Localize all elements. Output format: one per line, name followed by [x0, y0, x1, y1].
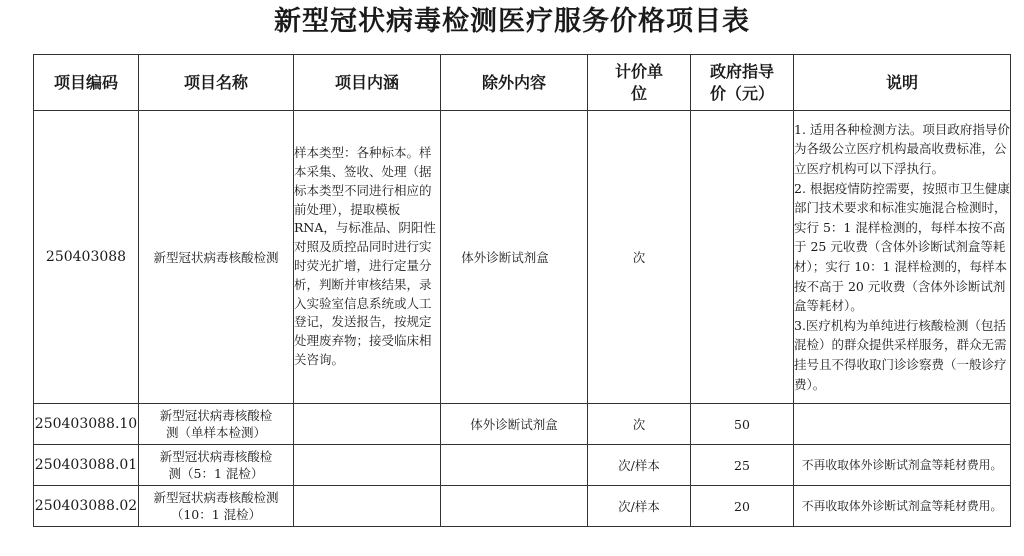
header-unit: 计价单位 [588, 55, 691, 111]
header-excluded: 除外内容 [441, 55, 588, 111]
item-unit: 次 [588, 111, 691, 404]
header-name: 项目名称 [139, 55, 294, 111]
item-unit: 次/样本 [588, 486, 691, 527]
item-content [294, 486, 441, 527]
item-excluded [441, 486, 588, 527]
item-unit: 次 [588, 404, 691, 445]
item-notes: 不再收取体外诊断试剂盒等耗材费用。 [794, 445, 1011, 486]
item-code: 250403088 [34, 111, 139, 404]
header-row [34, 55, 1011, 111]
item-price: 20 [691, 486, 794, 527]
item-notes [794, 111, 1011, 404]
price-table [33, 54, 1011, 527]
item-excluded: 体外诊断试剂盒 [441, 404, 588, 445]
table-row [34, 404, 1011, 445]
item-name: 新型冠状病毒核酸检测（单样本检测） [139, 404, 294, 445]
note-1: 1. 适用各种检测方法。项目政府指导价为各级公立医疗机构最高收费标准，公立医疗机构可以下浮执行。 [794, 121, 1010, 177]
table-row [34, 445, 1011, 486]
item-code: 250403088.10 [34, 404, 139, 445]
item-price: 25 [691, 445, 794, 486]
header-notes: 说明 [794, 55, 1011, 111]
item-notes [794, 404, 1011, 445]
item-price: 50 [691, 404, 794, 445]
item-name: 新型冠状病毒核酸检测（10：1 混检） [139, 486, 294, 527]
item-content [294, 445, 441, 486]
item-price [691, 111, 794, 404]
item-notes: 不再收取体外诊断试剂盒等耗材费用。 [794, 486, 1011, 527]
page-title: 新型冠状病毒检测医疗服务价格项目表 [274, 6, 750, 37]
item-content [294, 404, 441, 445]
header-code: 项目编码 [34, 55, 139, 111]
item-excluded: 体外诊断试剂盒 [441, 111, 588, 404]
item-name: 新型冠状病毒核酸检测（5：1 混检） [139, 445, 294, 486]
table-row [34, 486, 1011, 527]
item-content: 样本类型：各种标本。样本采集、签收、处理（据标本类型不同进行相应的前处理），提取模板 RNA，与标准品、阴阳性对照及质控品同时进行实时荧光扩增，进行定量分析，判断并审核结果，录入实验室信息系统或人工登记，发送报告，按规定处理废弃物；接受临床相关咨询。 [294, 111, 441, 404]
note-2: 2. 根据疫情防控需要，按照市卫生健康部门技术要求和标准实施混合检测时，实行 5：1 混样检测的，每样本按不高于 25 元收费（含体外诊断试剂盒等耗材）；实行 10：1 混样检测的，每样本按不高于 20 元收费（含体外诊断试剂盒等耗材）。 [794, 180, 1010, 314]
item-code: 250403088.02 [34, 486, 139, 527]
item-name: 新型冠状病毒核酸检测 [139, 111, 294, 404]
item-excluded [441, 445, 588, 486]
item-unit: 次/样本 [588, 445, 691, 486]
item-code: 250403088.01 [34, 445, 139, 486]
header-price: 政府指导价（元） [691, 55, 794, 111]
header-content: 项目内涵 [294, 55, 441, 111]
table-row [34, 111, 1011, 404]
note-3: 3.医疗机构为单纯进行核酸检测（包括混检）的群众提供采样服务，群众无需挂号且不得收取门诊诊察费（一般诊疗费）。 [794, 317, 1007, 392]
